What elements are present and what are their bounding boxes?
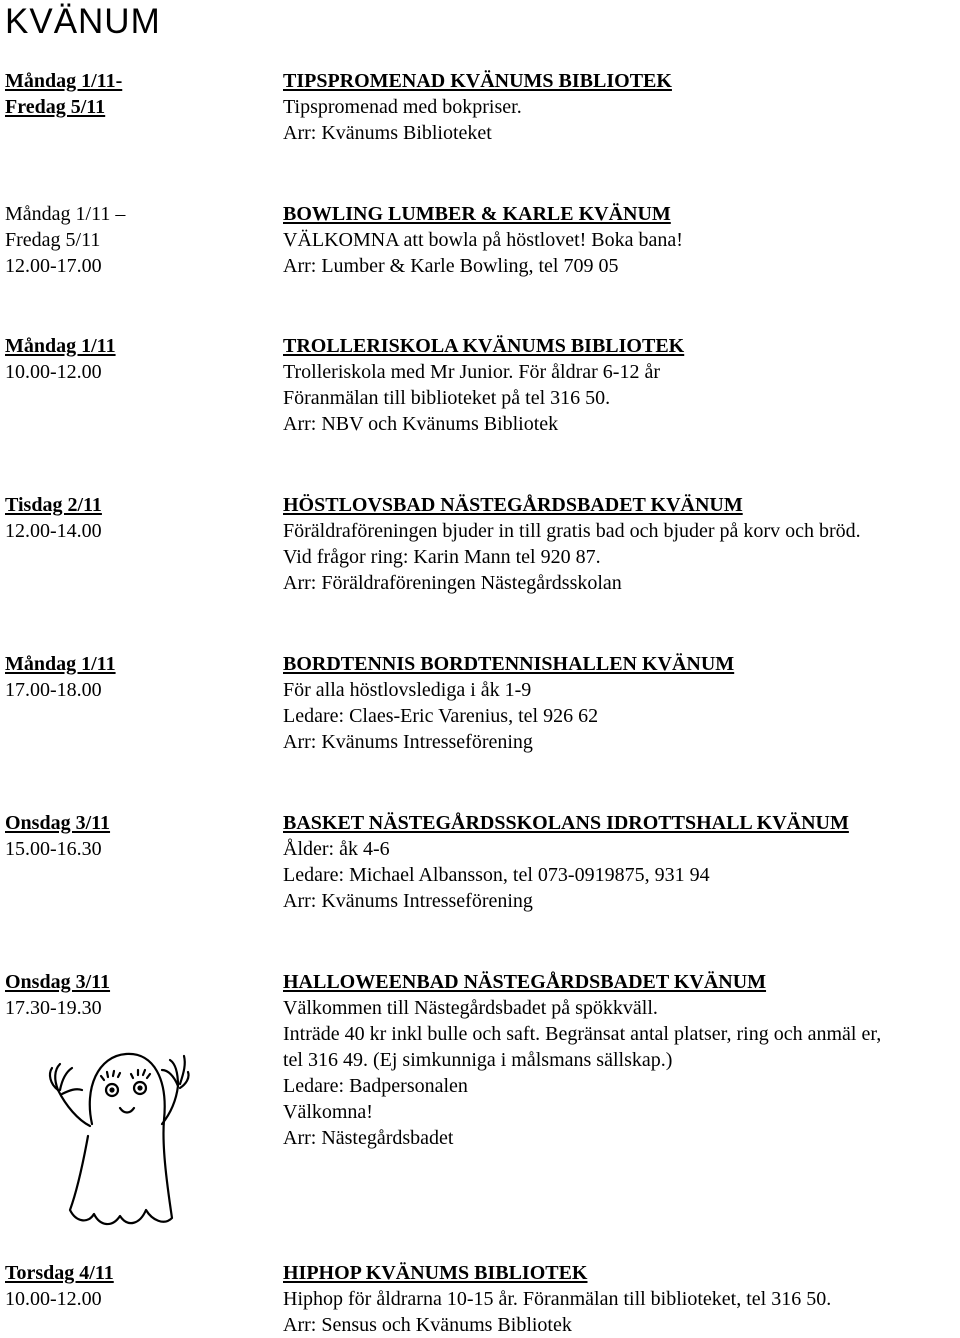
event-time: 10.00-12.00	[5, 1288, 102, 1310]
event-date: Fredag 5/11	[5, 96, 106, 118]
event-heading: BOWLING LUMBER & KARLE KVÄNUM	[283, 203, 671, 225]
event-heading: HÖSTLOVSBAD NÄSTEGÅRDSBADET KVÄNUM	[283, 494, 743, 516]
event-heading: HIPHOP KVÄNUMS BIBLIOTEK	[283, 1262, 588, 1284]
event-time: 17.00-18.00	[5, 679, 102, 701]
event-date: Måndag 1/11 –	[5, 203, 126, 225]
event-date: Måndag 1/11	[5, 653, 116, 675]
event-line: Arr: Sensus och Kvänums Bibliotek	[283, 1314, 572, 1336]
event-line: Välkomna!	[283, 1101, 373, 1123]
event-line: Hiphop för åldrarna 10-15 år. Föranmälan till biblioteket, tel 316 50.	[283, 1288, 832, 1310]
event-time: 17.30-19.30	[5, 997, 102, 1019]
event-heading: TIPSPROMENAD KVÄNUMS BIBLIOTEK	[283, 70, 672, 92]
event-heading: BORDTENNIS BORDTENNISHALLEN KVÄNUM	[283, 653, 735, 675]
event-line: Föranmälan till biblioteket på tel 316 50.	[283, 387, 611, 409]
event-line: Arr: Föräldraföreningen Nästegårdsskolan	[283, 572, 622, 594]
event-line: Tipspromenad med bokpriser.	[283, 96, 522, 118]
event-line: Arr: Kvänums Intresseförening	[283, 890, 533, 912]
event-line: För alla höstlovslediga i åk 1-9	[283, 679, 532, 701]
event-line: Arr: Kvänums Intresseförening	[283, 731, 533, 753]
event-date: Måndag 1/11	[5, 335, 116, 357]
event-date: Torsdag 4/11	[5, 1262, 114, 1284]
event-time: 12.00-14.00	[5, 520, 102, 542]
event-line: Ledare: Badpersonalen	[283, 1075, 468, 1097]
event-line: VÄLKOMNA att bowla på höstlovet! Boka bana!	[283, 229, 683, 251]
event-line: Arr: Kvänums Biblioteket	[283, 122, 492, 144]
event-heading: BASKET NÄSTEGÅRDSSKOLANS IDROTTSHALL KVÄNUM	[283, 812, 849, 834]
event-date: Tisdag 2/11	[5, 494, 102, 516]
ghost-illustration	[40, 1028, 190, 1243]
event-line: Föräldraföreningen bjuder in till gratis bad och bjuder på korv och bröd.	[283, 520, 861, 542]
event-line: Ledare: Claes-Eric Varenius, tel 926 62	[283, 705, 599, 727]
event-time: 10.00-12.00	[5, 361, 102, 383]
event-line: Inträde 40 kr inkl bulle och saft. Begränsat antal platser, ring och anmäl er,	[283, 1023, 882, 1045]
event-line: Arr: Lumber & Karle Bowling, tel 709 05	[283, 255, 619, 277]
event-time: 12.00-17.00	[5, 255, 102, 277]
event-line: Ålder: åk 4-6	[283, 838, 390, 860]
event-date: Onsdag 3/11	[5, 971, 111, 993]
event-line: Välkommen till Nästegårdsbadet på spökkväll.	[283, 997, 658, 1019]
event-heading: HALLOWEENBAD NÄSTEGÅRDSBADET KVÄNUM	[283, 971, 767, 993]
event-heading: TROLLERISKOLA KVÄNUMS BIBLIOTEK	[283, 335, 685, 357]
event-date: Fredag 5/11	[5, 229, 101, 251]
event-date: Måndag 1/11-	[5, 70, 123, 92]
event-line: Arr: Nästegårdsbadet	[283, 1127, 454, 1149]
event-line: tel 316 49. (Ej simkunniga i målsmans sällskap.)	[283, 1049, 673, 1071]
event-line: Ledare: Michael Albansson, tel 073-0919875, 931 94	[283, 864, 710, 886]
page-title: KVÄNUM	[5, 2, 161, 41]
event-line: Vid frågor ring: Karin Mann tel 920 87.	[283, 546, 601, 568]
event-date: Onsdag 3/11	[5, 812, 111, 834]
event-line: Arr: NBV och Kvänums Bibliotek	[283, 413, 559, 435]
event-line: Trolleriskola med Mr Junior. För åldrar 6-12 år	[283, 361, 660, 383]
event-time: 15.00-16.30	[5, 838, 102, 860]
